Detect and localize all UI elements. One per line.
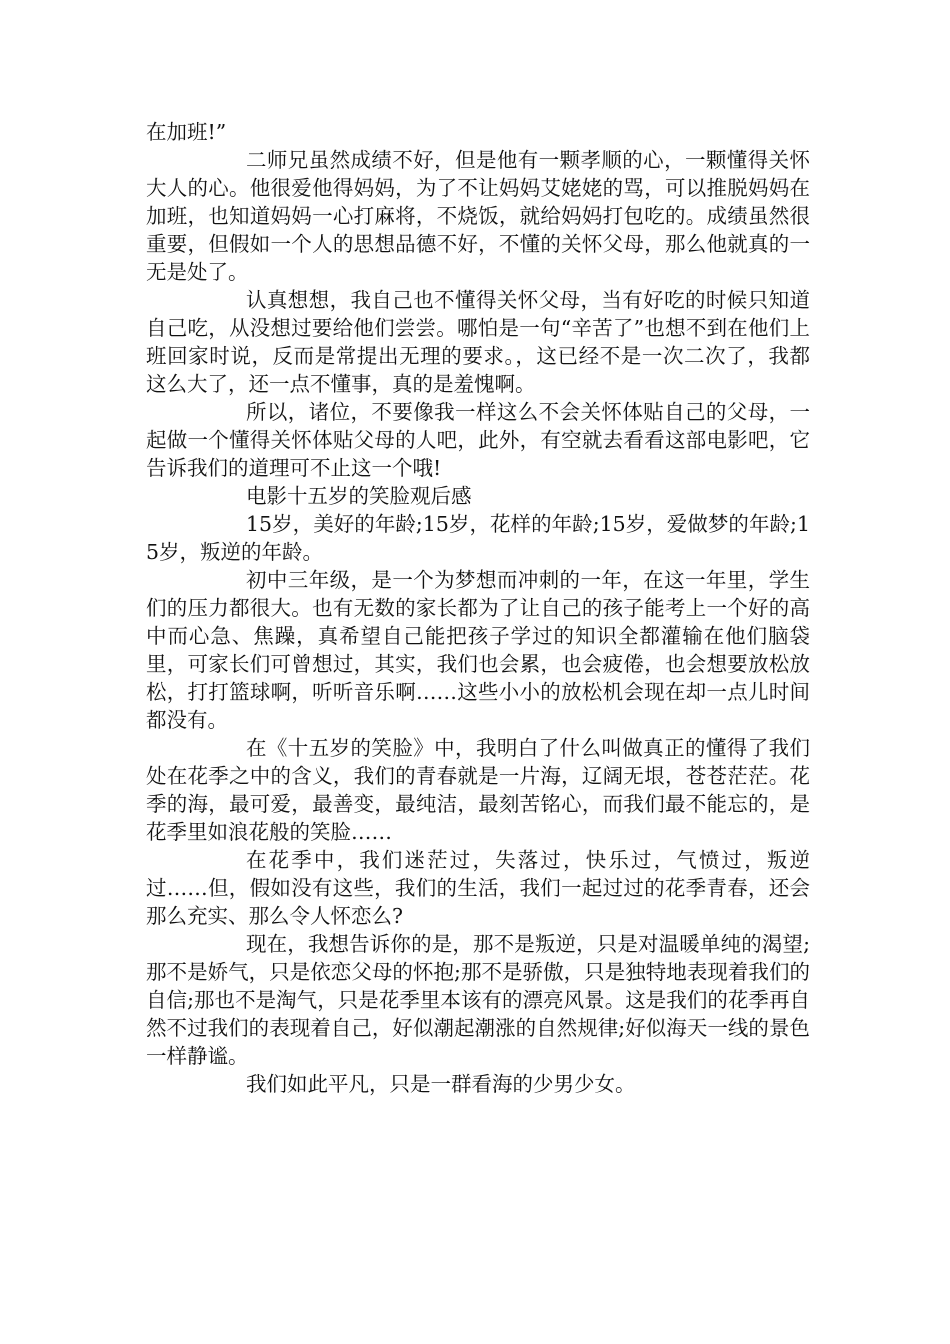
paragraph-ending: 我们如此平凡，只是一群看海的少男少女。 [246, 1072, 636, 1096]
essay-title: 电影十五岁的笑脸观后感 [246, 484, 472, 508]
paragraph-grade-nine: 初中三年级，是一个为梦想而冲刺的一年，在这一年里，学生们的压力都很大。也有无数的家长都为了让自己的孩子能考上一个好的高中而心急、焦躁，真希望自己能把孩子学过的知识全都灌输在他们脑袋里，可家长们可曾想过，其实，我们也会累，也会疲倦，也会想要放松放松，打打篮球啊，听听音乐啊……这些小小的放松机会现在却一点儿时间都没有。 [146, 568, 810, 732]
paragraph-second-brother: 二师兄虽然成绩不好，但是他有一颗孝顺的心，一颗懂得关怀大人的心。他很爱他得妈妈，为了不让妈妈艾姥姥的骂，可以推脱妈妈在加班，也知道妈妈一心打麻将，不烧饭，就给妈妈打包吃的。成绩虽然很重要，但假如一个人的思想品德不好，不懂的关怀父母，那么他就真的一无是处了。 [146, 148, 810, 284]
paragraph-now: 现在，我想告诉你的是，那不是叛逆，只是对温暖单纯的渴望;那不是娇气，只是依恋父母的怀抱;那不是骄傲，只是独特地表现着我们的自信;那也不是淘气，只是花季里本该有的漂亮风景。这是我们的花季再自然不过我们的表现着自己，好似潮起潮涨的自然规律;好似海天一线的景色一样静谧。 [146, 932, 810, 1068]
paragraph-continuation: 在加班!” [146, 120, 227, 144]
paragraph-flower-season: 在花季中，我们迷茫过，失落过，快乐过，气愤过，叛逆过……但，假如没有这些，我们的生活，我们一起过过的花季青春，还会那么充实、那么令人怀恋么? [146, 848, 810, 928]
paragraph-age-fifteen: 15岁，美好的年龄;15岁，花样的年龄;15岁，爱做梦的年龄;15岁，叛逆的年龄。 [146, 512, 810, 564]
paragraph-reflection: 认真想想，我自己也不懂得关怀父母，当有好吃的时候只知道自己吃，从没想过要给他们尝尝。哪怕是一句“辛苦了”也想不到在他们上班回家时说，反而是常提出无理的要求。，这已经不是一次二次了，我都这么大了，还一点不懂事，真的是羞愧啊。 [146, 288, 810, 396]
paragraph-movie: 在《十五岁的笑脸》中，我明白了什么叫做真正的懂得了我们处在花季之中的含义，我们的青春就是一片海，辽阔无垠，苍苍茫茫。花季的海，最可爱，最善变，最纯洁，最刻苦铭心，而我们最不能忘的，是花季里如浪花般的笑脸…… [146, 736, 810, 844]
paragraph-conclusion: 所以，诸位，不要像我一样这么不会关怀体贴自己的父母，一起做一个懂得关怀体贴父母的人吧，此外，有空就去看看这部电影吧，它告诉我们的道理可不止这一个哦! [146, 400, 810, 480]
document-body [146, 118, 810, 1098]
